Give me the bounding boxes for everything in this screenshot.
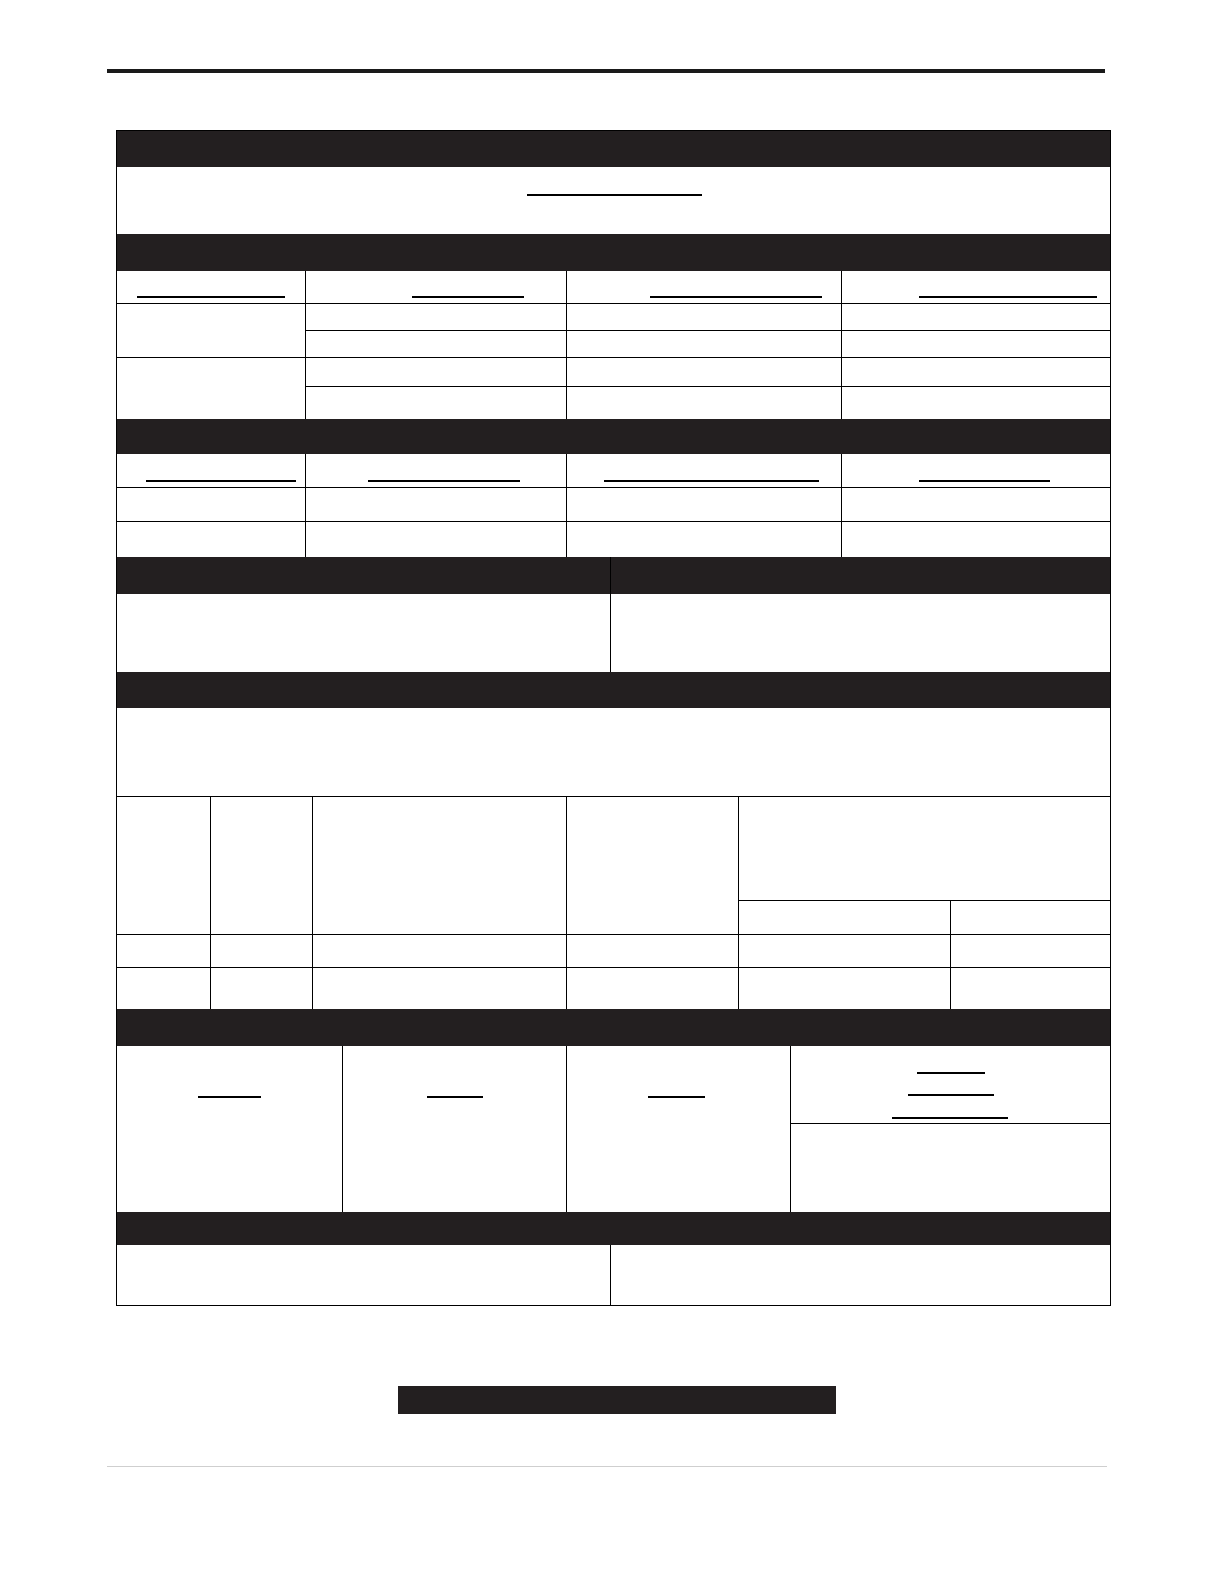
section-header-bar-2 bbox=[117, 234, 1110, 271]
grid-line bbox=[566, 1046, 567, 1212]
column-underline bbox=[919, 296, 1097, 298]
column-underline bbox=[412, 296, 524, 298]
field-underline bbox=[892, 1117, 1008, 1119]
field-underline bbox=[917, 1072, 985, 1074]
grid-line bbox=[117, 303, 1110, 304]
grid-line bbox=[305, 454, 306, 557]
grid-line bbox=[790, 1123, 1110, 1124]
field-underline bbox=[198, 1096, 261, 1098]
section-header-bar-3 bbox=[117, 419, 1110, 454]
column-underline bbox=[919, 480, 1050, 482]
grid-line bbox=[566, 796, 567, 1009]
grid-line bbox=[342, 1046, 343, 1212]
section-header-bar-4b bbox=[611, 557, 1110, 594]
top-rule bbox=[107, 69, 1105, 73]
field-underline bbox=[427, 1096, 483, 1098]
grid-line bbox=[950, 900, 951, 1009]
grid-line bbox=[610, 1245, 611, 1305]
grid-line bbox=[305, 330, 1110, 331]
section-header-bar-4a bbox=[117, 557, 610, 594]
grid-line bbox=[305, 386, 1110, 387]
grid-line bbox=[117, 487, 1110, 488]
column-underline bbox=[650, 296, 822, 298]
grid-line bbox=[117, 521, 1110, 522]
footer-label-bar bbox=[398, 1386, 836, 1414]
bottom-rule bbox=[107, 1466, 1107, 1467]
grid-line bbox=[738, 900, 1110, 901]
grid-line bbox=[566, 454, 567, 557]
grid-line bbox=[210, 796, 211, 1009]
grid-line bbox=[841, 454, 842, 557]
column-underline bbox=[146, 480, 296, 482]
column-underline bbox=[137, 296, 285, 298]
field-underline bbox=[648, 1096, 705, 1098]
section-header-bar-5 bbox=[117, 672, 1110, 708]
grid-line bbox=[790, 1046, 791, 1212]
field-underline bbox=[908, 1094, 994, 1096]
title-underline bbox=[527, 194, 702, 196]
section-header-bar-7 bbox=[117, 1212, 1110, 1245]
grid-line bbox=[738, 796, 739, 1009]
grid-line bbox=[117, 357, 1110, 358]
grid-line bbox=[312, 796, 313, 1009]
column-underline bbox=[368, 480, 520, 482]
grid-line bbox=[305, 271, 306, 419]
grid-line bbox=[117, 796, 1110, 797]
grid-line bbox=[841, 271, 842, 419]
section-header-bar-1 bbox=[117, 131, 1110, 167]
grid-line bbox=[610, 557, 611, 672]
grid-line bbox=[117, 967, 1110, 968]
column-underline bbox=[604, 480, 819, 482]
grid-line bbox=[566, 271, 567, 419]
grid-line bbox=[117, 934, 1110, 935]
form-frame bbox=[116, 130, 1111, 1306]
section-header-bar-6 bbox=[117, 1009, 1110, 1046]
